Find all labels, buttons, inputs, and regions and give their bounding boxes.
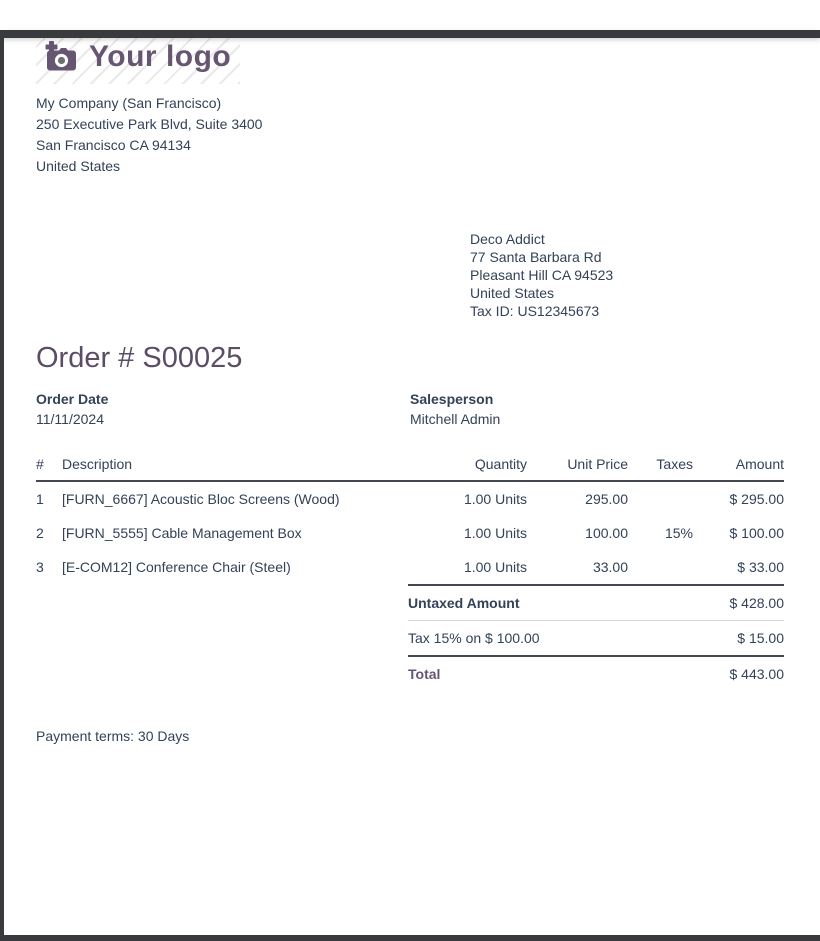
col-header-quantity: Quantity [388,456,527,481]
customer-name: Deco Addict [470,231,545,247]
customer-city: Pleasant Hill CA 94523 [470,267,614,283]
cell-taxes [628,550,693,584]
camera-plus-icon [42,41,80,74]
cell-description: [E-COM12] Conference Chair (Steel) [62,559,291,575]
tax-value: $ 15.00 [674,621,784,657]
total-value: $ 443.00 [729,666,784,682]
viewer-top-bar [0,30,820,38]
customer-country: United States [470,285,555,301]
order-date-field [36,389,410,429]
customer-tax-id: Tax ID: US12345673 [470,303,600,319]
company-city: San Francisco CA 94134 [36,137,191,153]
salesperson-field [410,389,784,429]
cell-unit-price: 100.00 [585,525,628,541]
cell-quantity: 1.00 Units [463,525,527,541]
document-page [0,30,820,744]
payment-terms: Payment terms: 30 Days [36,728,190,744]
order-title: Order # S00025 [36,342,243,374]
cell-number: 3 [36,559,44,575]
company-name: My Company (San Francisco) [36,95,222,111]
viewer-left-edge [0,30,4,941]
untaxed-amount-label: Untaxed Amount [408,585,674,621]
table-row [36,481,784,516]
table-header-row [36,456,784,481]
table-row [36,516,784,550]
col-header-taxes: Taxes [628,456,693,481]
cell-quantity: 1.00 Units [463,491,527,507]
customer-street: 77 Santa Barbara Rd [470,249,602,265]
company-address [36,93,784,177]
col-header-description: Description [62,456,388,481]
col-header-unit-price: Unit Price [527,456,628,481]
untaxed-amount-value: $ 428.00 [674,585,784,621]
viewer-bottom-edge [0,935,820,941]
cell-description: [FURN_6667] Acoustic Bloc Screens (Wood) [62,491,340,507]
cell-taxes [628,481,693,516]
tax-label: Tax 15% on $ 100.00 [408,621,674,657]
cell-amount: $ 100.00 [729,525,784,541]
cell-number: 1 [36,491,44,507]
logo-text: Your logo [89,40,232,73]
cell-unit-price: 33.00 [592,559,628,575]
cell-number: 2 [36,525,44,541]
salesperson-label: Salesperson [410,391,494,407]
table-row [36,550,784,584]
company-street: 250 Executive Park Blvd, Suite 3400 [36,116,263,132]
totals-table [408,584,784,691]
cell-taxes: 15% [664,525,693,541]
col-header-number: # [36,456,62,481]
col-header-amount: Amount [693,456,784,481]
cell-unit-price: 295.00 [585,491,628,507]
cell-amount: $ 33.00 [737,559,784,575]
company-logo [36,30,240,84]
order-date-value: 11/11/2024 [36,411,104,427]
salesperson-value: Mitchell Admin [410,411,501,427]
total-row [408,656,784,691]
line-items-table [36,456,784,584]
cell-quantity: 1.00 Units [463,559,527,575]
total-label: Total [408,666,441,682]
cell-description: [FURN_5555] Cable Management Box [62,525,302,541]
customer-address [470,230,784,320]
order-info-row [36,389,784,429]
order-date-label: Order Date [36,391,109,407]
tax-row [408,621,784,657]
company-country: United States [36,158,121,174]
untaxed-amount-row [408,585,784,621]
cell-amount: $ 295.00 [729,491,784,507]
